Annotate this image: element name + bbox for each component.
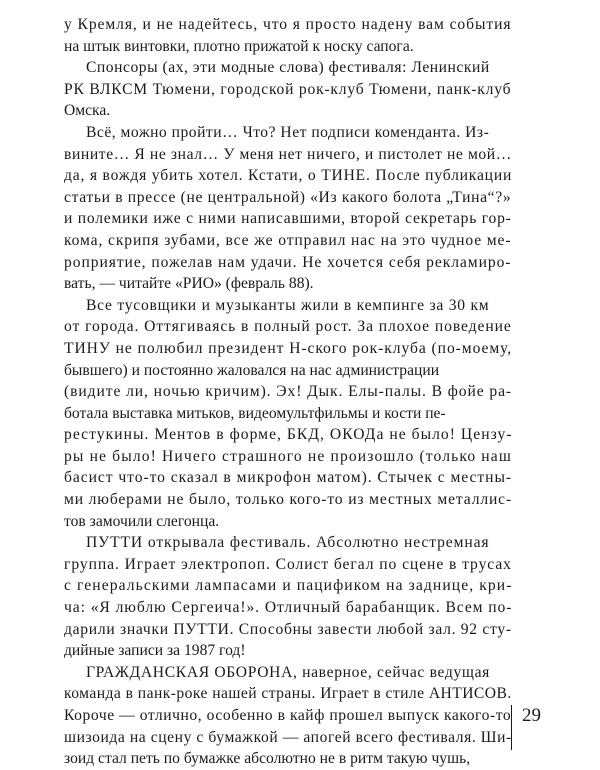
text-line: ботала выставка митьков, видеомультфильмы и кости пе- xyxy=(64,404,446,422)
text-line: Всё, можно пройти… Что? Нет подписи коменданта. Из- xyxy=(86,123,490,141)
text-line: Все тусовщики и музыканты жили в кемпинге за 30 км xyxy=(86,296,490,314)
paragraph xyxy=(64,57,511,122)
text-line: басист что-то сказал в микрофон матом). Стычек с местны- xyxy=(64,469,513,487)
paragraph xyxy=(64,532,511,662)
text-line: тов замочили слегонца. xyxy=(64,512,220,530)
text-line: ГРАЖДАНСКАЯ ОБОРОНА, наверное, сейчас ведущая xyxy=(86,663,491,681)
text-line: ча: «Я люблю Сергеича!». Отличный барабанщик. Всем по- xyxy=(64,599,513,617)
text-line: да, я вождя убить хотел. Кстати, о ТИНЕ. После публикации xyxy=(64,167,513,185)
paragraph xyxy=(64,14,511,57)
text-line: вать, — читайте «РИО» (февраль 88). xyxy=(64,275,314,293)
paragraph xyxy=(64,295,511,533)
text-line: рестукины. Ментов в форме, БКД, ОКОДа не было! Цензу- xyxy=(64,426,513,444)
text-line: дарили значки ПУТТИ. Способны завести любой зал. 92 сту- xyxy=(64,620,512,638)
text-line: (видите ли, ночью кричим). Эх! Дык. Елы-палы. В фойе ра- xyxy=(64,383,513,401)
text-line: бывшего) и постоянно жаловался на нас администрации xyxy=(64,361,440,379)
text-line: Спонсоры (ах, эти модные слова) фестиваля: Ленинский xyxy=(86,59,490,77)
text-line: кома, скрипя зубами, все же отправил нас на это чудное ме- xyxy=(64,231,512,249)
text-line: роприятие, пожелав нам удачи. Не хочется себя рекламиро- xyxy=(64,253,512,271)
text-line: статьи в прессе (не центральной) «Из какого болота „Тина“?» xyxy=(64,188,512,206)
text-line: РК ВЛКСМ Тюмени, городской рок-клуб Тюмени, панк-клуб xyxy=(64,80,512,98)
text-line: ми люберами не было, только кого-то из местных металлис- xyxy=(64,491,512,509)
text-line: на штык винтовки, плотно прижатой к носку сапога. xyxy=(64,37,414,55)
text-line: с генеральскими лампасами и пацификом на заднице, кри- xyxy=(64,577,513,595)
text-line: Омска. xyxy=(64,102,111,120)
paragraph xyxy=(64,662,511,770)
text-line: ры не было! Ничего страшного не произошло (только наш xyxy=(64,447,512,465)
page-body xyxy=(64,14,511,770)
text-line: команда в панк-роке нашей страны. Играет в стиле АНТИСОВ. xyxy=(64,685,512,703)
text-line: дийные записи за 1987 год! xyxy=(64,642,246,660)
text-line: у Кремля, и не надейтесь, что я просто надену вам события xyxy=(64,16,512,33)
text-line: Короче — отлично, особенно в кайф прошел выпуск какого-то xyxy=(64,707,512,724)
text-line: зоид стал петь по бумажке абсолютно не в ритм такую чушь, xyxy=(64,750,471,768)
text-line: группа. Играет электропоп. Солист бегал по сцене в трусах xyxy=(64,555,512,573)
text-line: вините… Я не знал… У меня нет ничего, и пистолет не мой… xyxy=(64,145,512,163)
paragraph xyxy=(64,122,511,295)
text-line: и полемики иже с ними написавшими, второй секретарь гор- xyxy=(64,210,512,228)
text-line: ПУТТИ открывала фестиваль. Абсолютно нестремная xyxy=(86,534,490,552)
text-line: ТИНУ не полюбил президент Н-ского рок-клуба (по-моему, xyxy=(64,339,513,357)
text-line: от города. Оттягиваясь в полный рост. За плохое поведение xyxy=(64,318,512,336)
text-line: шизоида на сцену с бумажкой — апогей всего фестиваля. Ши- xyxy=(64,728,512,746)
page-number: 29 xyxy=(511,705,541,750)
